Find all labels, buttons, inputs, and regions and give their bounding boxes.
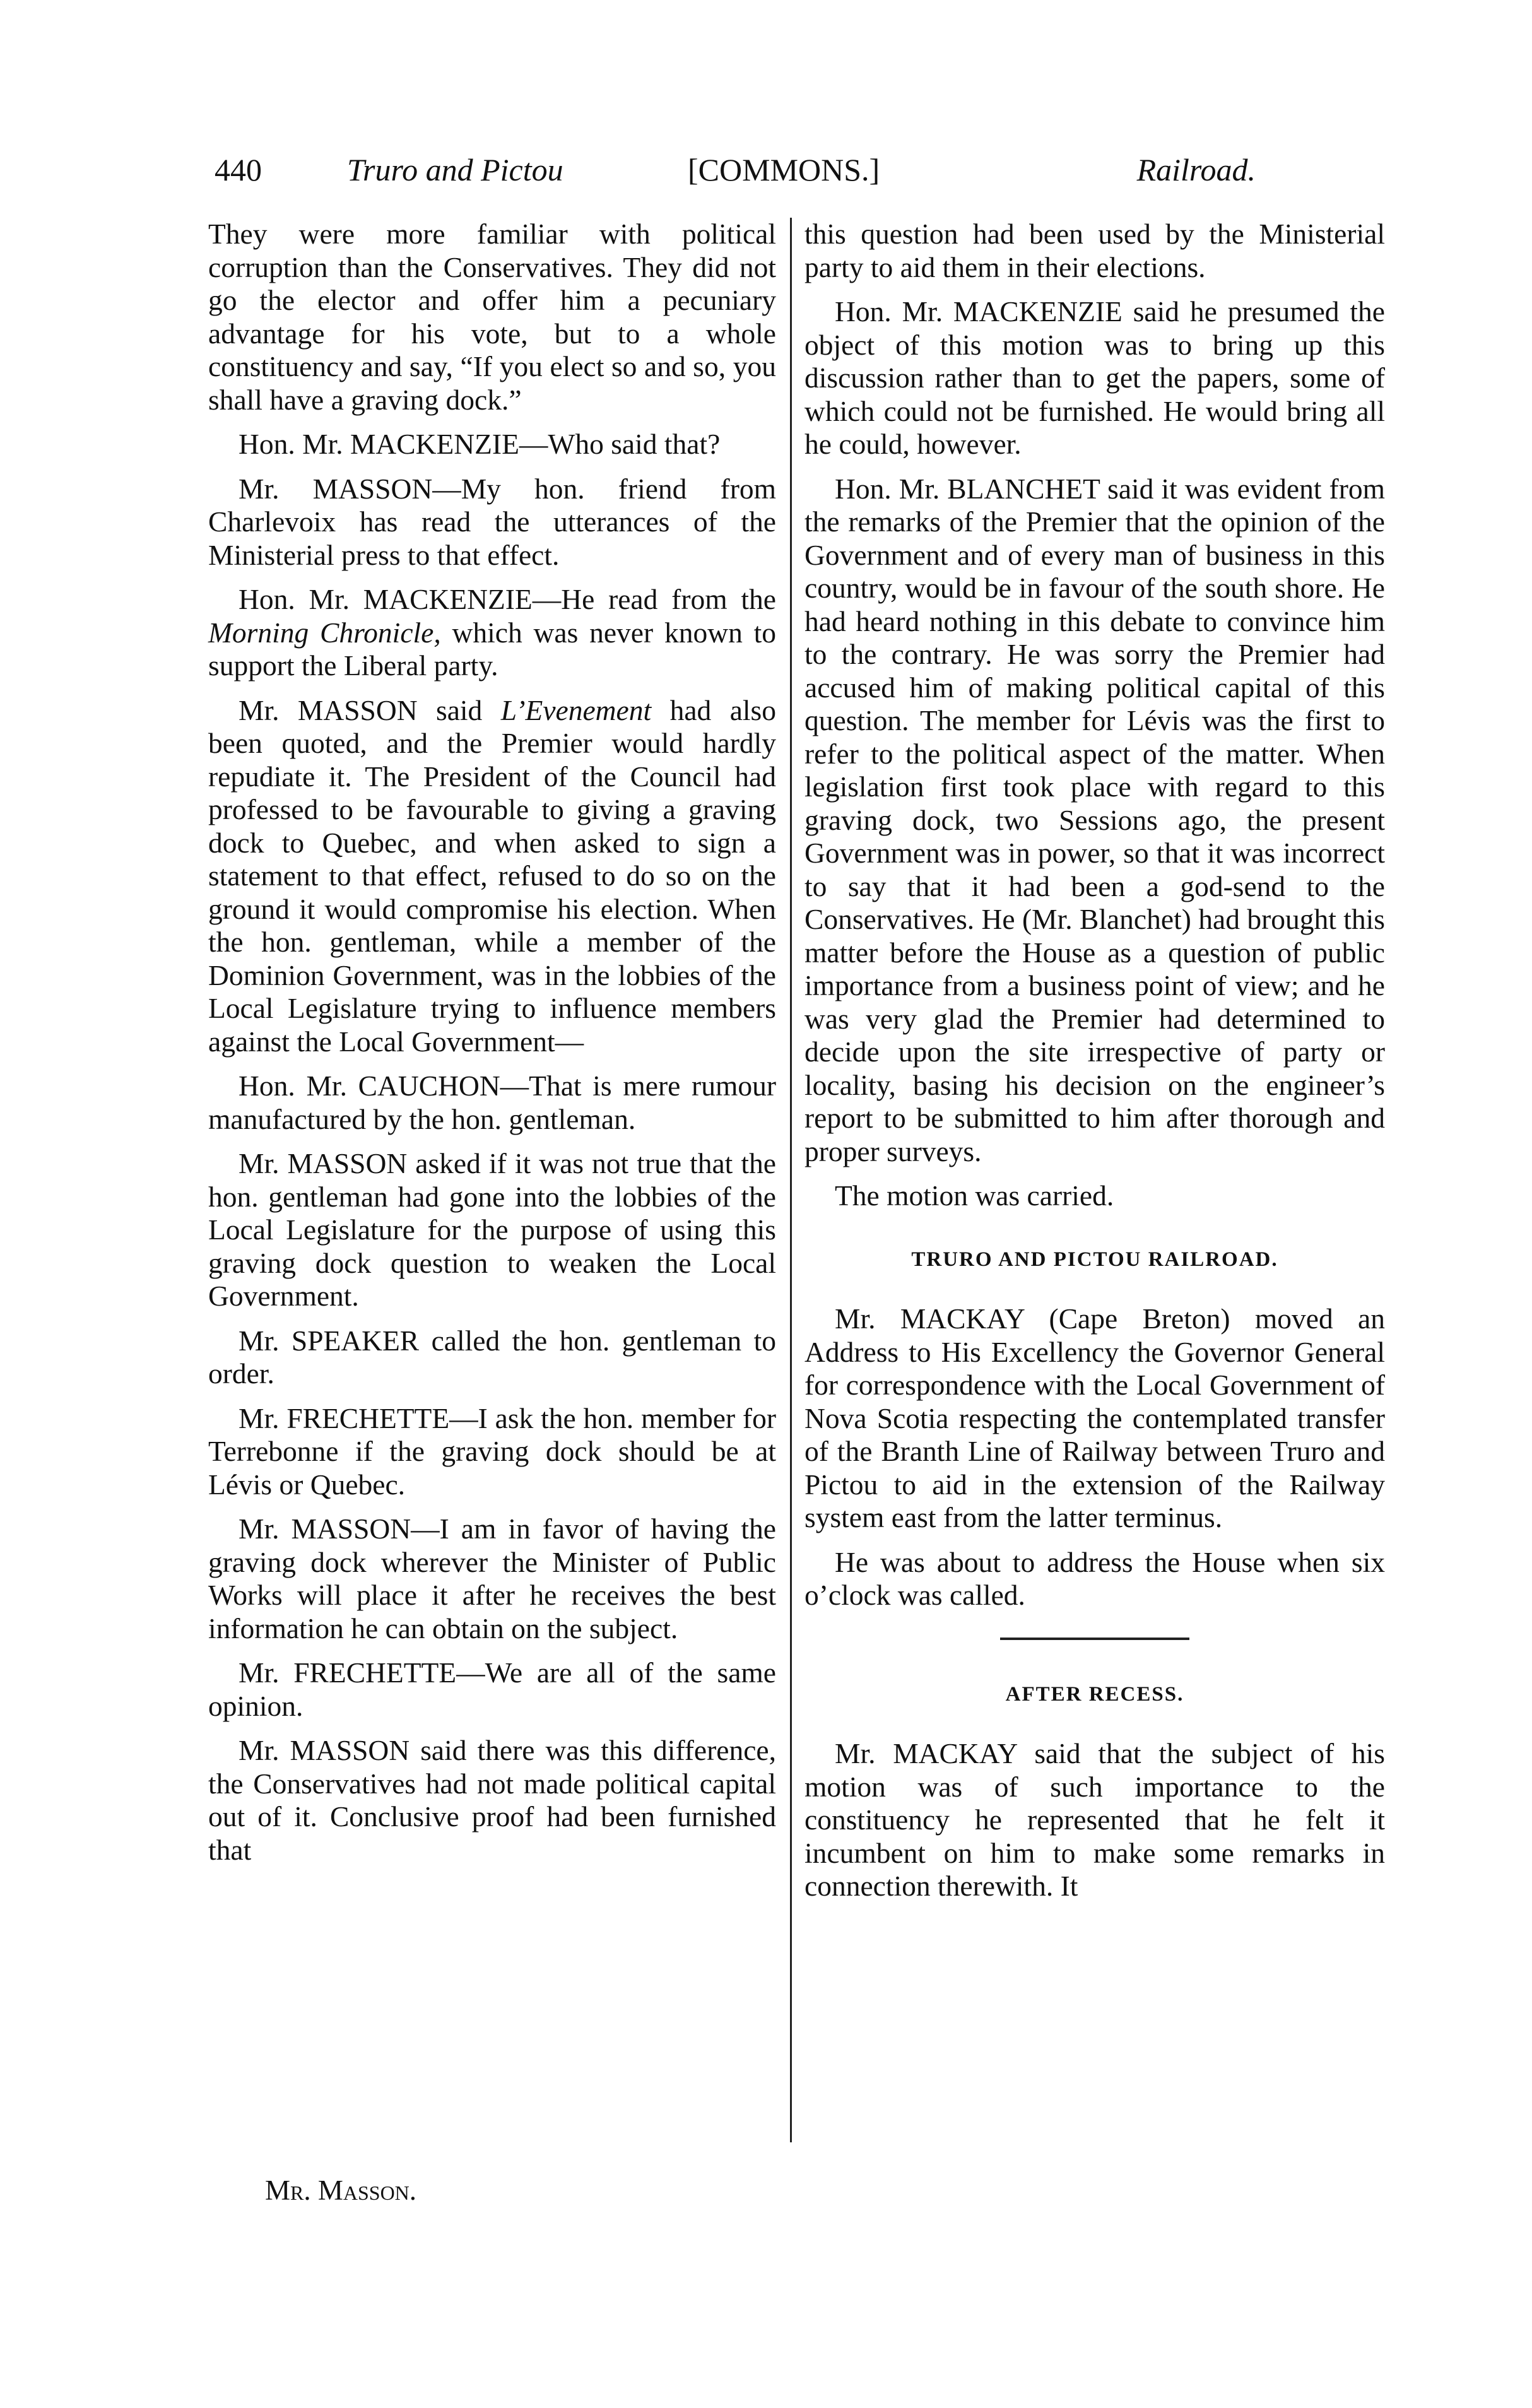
header-left-title: Truro and Pictou [347, 152, 563, 187]
right-column [804, 218, 1385, 1915]
paragraph-text: had also been quoted, and the Premier would hardly repudiate it. The President of the Council had professed to be favourable to giving a graving dock to Quebec, and when asked to sign a statement to that effect, refused to do so on the ground it would compromise his election. When the hon. gentleman, while a member of the Dominion Government, was in the lobbies of the Local Legislature trying to influence members against the Local Government— [208, 693, 776, 1058]
paragraph: Hon. Mr. MACKENZIE—Who said that? [239, 428, 721, 460]
paragraph: this question had been used by the Ministerial party to aid them in their elections. [804, 218, 1385, 283]
paragraph: Hon. Mr. CAUCHON—That is mere rumour manufactured by the hon. gentleman. [208, 1070, 776, 1135]
paragraph: Hon. Mr. BLANCHET said it was evident from the remarks of the Premier that the opinion of the Government and of every man of business in this country, would be in favour of the south shore. He had heard nothing in this debate to convince him to the contrary. He was sorry the Premier had accused him of making political capital of this question. The member for Lévis was the first to refer to the political aspect of the matter. When legislation first took place with regard to this graving dock, two Sessions ago, the present Government was in power, so that it was incorrect to say that it had been a god-send to the Conservatives. He (Mr. Blanchet) had brought this matter before the House as a question of public importance from a business point of view; and he was very glad the Premier had determined to decide upon the site irrespective of party or locality, basing his decision on the engineer’s report to be submitted to him after thorough and proper surveys. [804, 472, 1385, 1167]
paragraph: Mr. MACKAY said that the subject of his motion was of such importance to the constituency he represented that he felt it incumbent on him to make some remarks in connection therewith. It [804, 1737, 1385, 1902]
paragraph: Mr. FRECHETTE—We are all of the same opinion. [208, 1656, 776, 1722]
left-column [208, 218, 776, 1878]
paragraph: Mr. MACKAY (Cape Breton) moved an Address to His Excellency the Governor General for correspondence with the Local Government of Nova Scotia respecting the contemplated transfer of the Branth Line of Railway between Truro and Pictou to aid in the extension of the Railway system east from the latter terminus. [804, 1302, 1385, 1533]
paragraph-text: Mr. MASSON said [239, 693, 483, 726]
paragraph-text: which was never known to support the Liberal party. [208, 616, 777, 682]
footer-signature: Mr. Masson. [265, 2175, 417, 2206]
column-divider [790, 218, 792, 2142]
paragraph: Mr. SPEAKER called the hon. gentleman to order. [208, 1324, 776, 1390]
page-number: 440 [215, 152, 262, 187]
paragraph: Mr. FRECHETTE—I ask the hon. member for Terrebonne if the graving dock should be at Lévis or Quebec. [208, 1402, 776, 1501]
paragraph: He was about to address the House when six o’clock was called. [804, 1545, 1385, 1611]
paragraph: Mr. MASSON said there was this difference, the Conservatives had not made political capital out of it. Conclusive proof had been furnished that [208, 1734, 776, 1866]
paragraph: Mr. MASSON—I am in favor of having the graving dock wherever the Minister of Public Works will place it after he receives the best information he can obtain on the subject. [208, 1513, 776, 1644]
section-heading: AFTER RECESS. [1005, 1682, 1184, 1706]
newspaper-title: L’Evenement [500, 693, 652, 726]
newspaper-title: Morning Chronicle, [208, 616, 441, 649]
paragraph: They were more familiar with political corruption than the Conservatives. They did not go the elector and offer him a pecuniary advantage for his vote, but to a whole constituency and say, “If you elect so and so, you shall have a graving dock.” [208, 218, 776, 416]
paragraph [208, 583, 776, 683]
paragraph: The motion was carried. [835, 1179, 1114, 1212]
running-header [208, 151, 1256, 202]
section-heading: TRURO AND PICTOU RAILROAD. [911, 1248, 1278, 1271]
paragraph: Mr. MASSON—My hon. friend from Charlevoix has read the utterances of the Ministerial press to that effect. [208, 472, 776, 571]
header-right-title: Railroad. [1136, 152, 1256, 187]
paragraph: Hon. Mr. MACKENZIE said he presumed the object of this motion was to bring up this discussion rather than to get the papers, some of which could not be furnished. He would bring all he could, however. [804, 295, 1385, 460]
header-center-title: [COMMONS.] [688, 152, 880, 187]
paragraph: Mr. MASSON asked if it was not true that the hon. gentleman had gone into the lobbies of the Local Legislature for the purpose of using this graving dock question to weaken the Local Government. [208, 1147, 776, 1312]
paragraph [208, 694, 776, 1059]
paragraph-text: Hon. Mr. MACKENZIE—He read from the [239, 583, 776, 615]
section-divider [1000, 1638, 1189, 1640]
